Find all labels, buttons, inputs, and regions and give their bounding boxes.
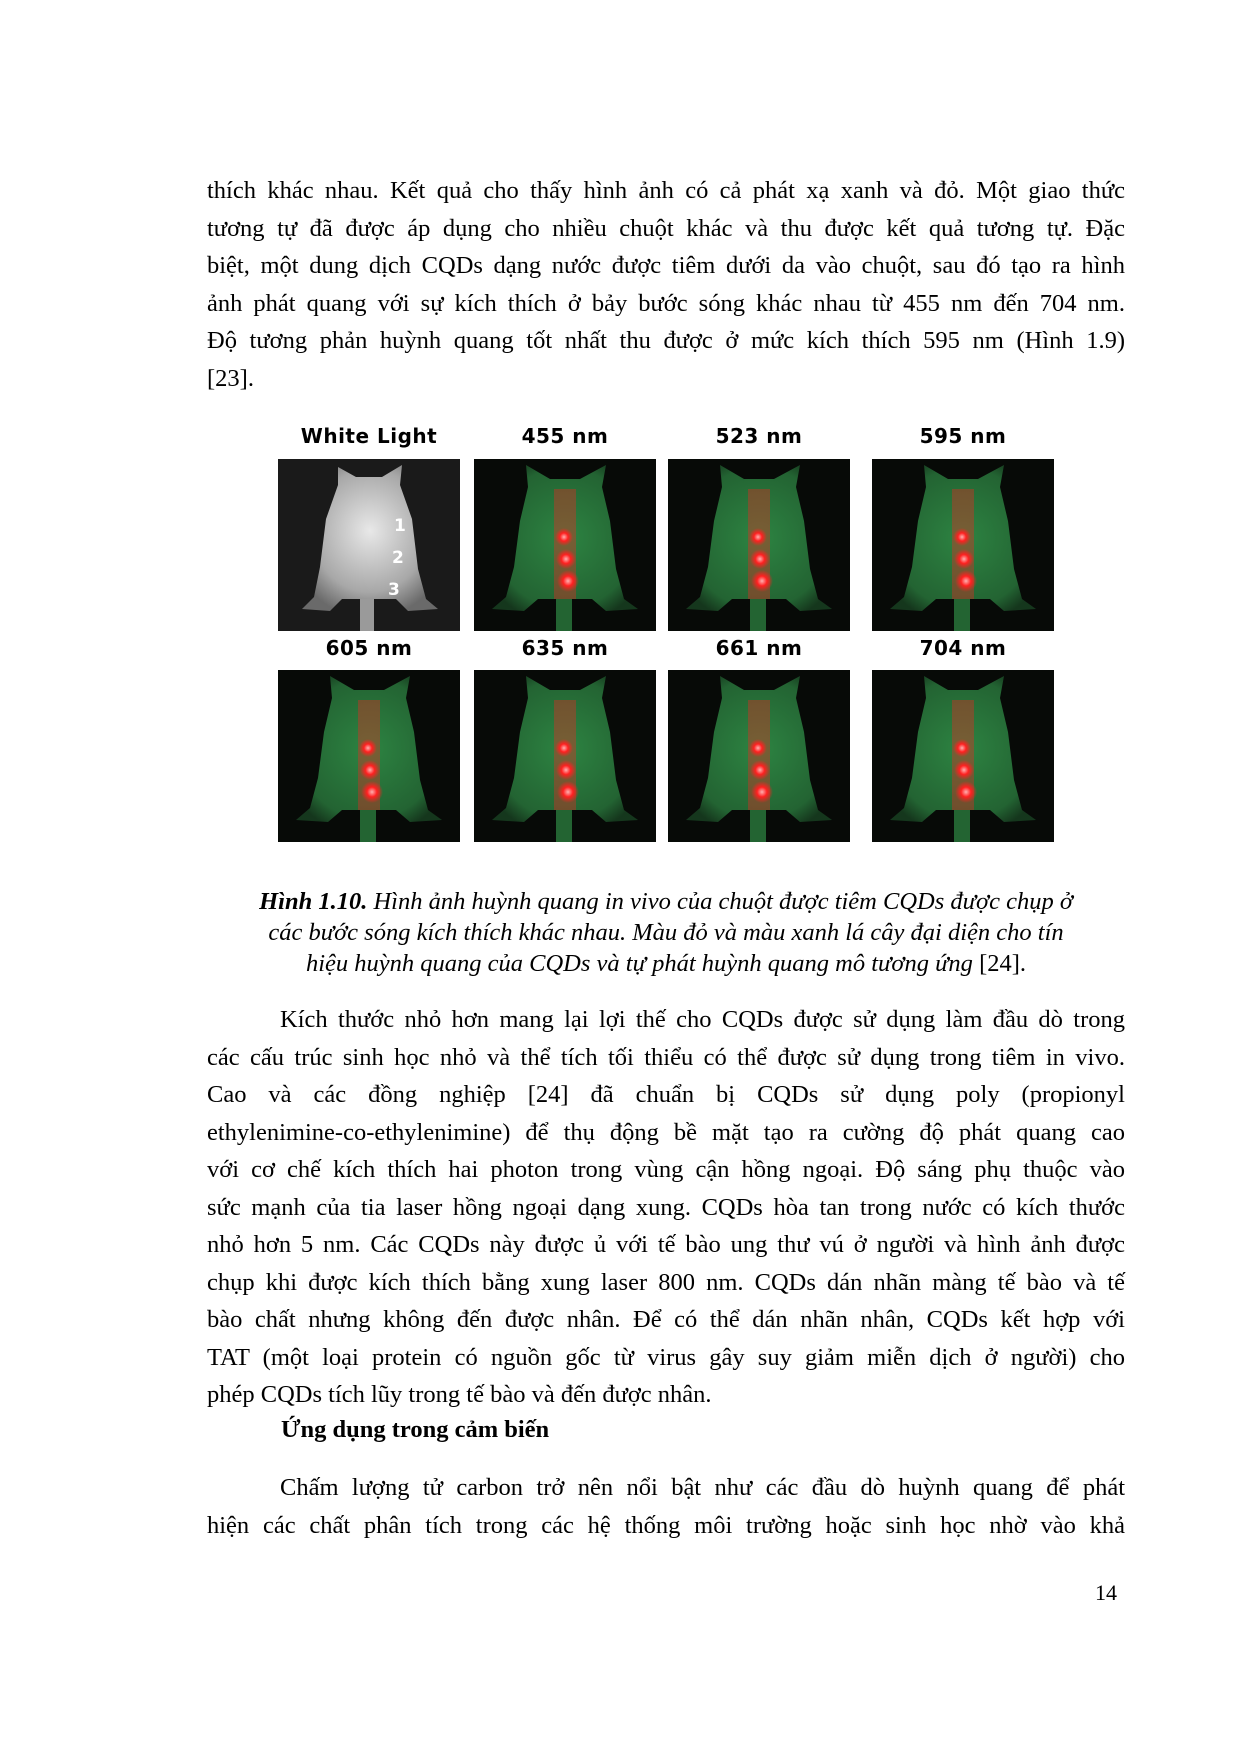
caption-line: Hình ảnh huỳnh quang in vivo của chuột được tiêm CQDs được chụp ở xyxy=(367,888,1073,915)
page-number: 14 xyxy=(1095,1580,1117,1605)
marker-1: 1 xyxy=(394,516,406,536)
paragraph-intro xyxy=(207,172,1125,397)
text-line: các cấu trúc sinh học nhỏ và thể tích tối thiểu có thể được sử dụng trong tiêm in vivo. xyxy=(207,1043,1125,1071)
panel-label-595: 595 nm xyxy=(919,424,1007,448)
caption-prefix: Hình 1.10. xyxy=(259,888,368,915)
panel-label-523: 523 nm xyxy=(715,424,803,448)
text-line: phép CQDs tích lũy trong tế bào và đến được nhân. xyxy=(207,1381,712,1408)
text-line: hiện các chất phân tích trong các hệ thống môi trường hoặc sinh học nhờ vào khả xyxy=(207,1511,1125,1539)
caption-line: các bước sóng kích thích khác nhau. Màu đỏ và màu xanh lá cây đại diện cho tín xyxy=(268,919,1064,946)
text-line: TAT (một loại protein có nguồn gốc từ virus gây suy giảm miễn dịch ở người) cho xyxy=(207,1343,1125,1371)
mouse-fluorescence-image xyxy=(872,670,1054,842)
text-line: Chấm lượng tử carbon trở nên nổi bật như các đầu dò huỳnh quang để phát xyxy=(280,1474,1125,1501)
panel-455 xyxy=(474,459,656,631)
paragraph-size-advantage xyxy=(207,1001,1125,1414)
panel-white-light xyxy=(278,459,460,631)
text-line: nhỏ hơn 5 nm. Các CQDs này được ủ với tế bào ung thư vú ở người và hình ảnh được xyxy=(207,1231,1125,1258)
panel-605 xyxy=(278,670,460,842)
panel-704 xyxy=(872,670,1054,842)
figure-fluorescence-grid xyxy=(278,424,1058,848)
panel-label-704: 704 nm xyxy=(919,636,1007,660)
panel-635 xyxy=(474,670,656,842)
mouse-fluorescence-image xyxy=(872,459,1054,631)
mouse-fluorescence-image xyxy=(278,670,460,842)
text-line: tương tự đã được áp dụng cho nhiều chuột khác và thu được kết quả tương tự. Đặc xyxy=(207,214,1125,242)
panel-label-635: 635 nm xyxy=(521,636,609,660)
panel-595 xyxy=(872,459,1054,631)
mouse-fluorescence-image xyxy=(668,459,850,631)
text-line: Cao và các đồng nghiệp [24] đã chuẩn bị CQDs sử dụng poly (propionyl xyxy=(207,1081,1125,1108)
text-line: [23]. xyxy=(207,364,254,392)
marker-3: 3 xyxy=(388,580,400,600)
panel-label-605: 605 nm xyxy=(325,636,413,660)
figure-caption xyxy=(207,886,1125,979)
mouse-fluorescence-image xyxy=(474,459,656,631)
marker-2: 2 xyxy=(392,548,404,568)
section-heading: Ứng dụng trong cảm biến xyxy=(281,1416,550,1443)
text-line: chụp khi được kích thích bằng xung laser 800 nm. CQDs dán nhãn màng tế bào và tế xyxy=(207,1268,1125,1296)
panel-label-661: 661 nm xyxy=(715,636,803,660)
text-line: Kích thước nhỏ hơn mang lại lợi thế cho CQDs được sử dụng làm đầu dò trong xyxy=(280,1006,1125,1033)
panel-523 xyxy=(668,459,850,631)
text-line: sức mạnh của tia laser hồng ngoại dạng xung. CQDs hòa tan trong nước có kích thước xyxy=(207,1193,1125,1221)
text-line: bào chất nhưng không đến được nhân. Để có thể dán nhãn nhân, CQDs kết hợp với xyxy=(207,1306,1125,1333)
mouse-white-light-image xyxy=(278,459,460,631)
mouse-fluorescence-image xyxy=(668,670,850,842)
panel-label-455: 455 nm xyxy=(521,424,609,448)
text-line: Độ tương phản huỳnh quang tốt nhất thu được ở mức kích thích 595 nm (Hình 1.9) xyxy=(207,327,1125,354)
panel-661 xyxy=(668,670,850,842)
text-line: biệt, một dung dịch CQDs dạng nước được tiêm dưới da vào chuột, sau đó tạo ra hình xyxy=(207,252,1125,279)
text-line: ảnh phát quang với sự kích thích ở bảy bước sóng khác nhau từ 455 nm đến 704 nm. xyxy=(207,289,1125,317)
panel-label-white-light: White Light xyxy=(300,424,438,448)
text-line: ethylenimine-co-ethylenimine) để thụ động bề mặt tạo ra cường độ phát quang cao xyxy=(207,1118,1125,1146)
caption-line: hiệu huỳnh quang của CQDs và tự phát huỳnh quang mô tương ứng xyxy=(305,950,973,977)
mouse-fluorescence-image xyxy=(474,670,656,842)
paragraph-sensing xyxy=(207,1469,1125,1544)
text-line: thích khác nhau. Kết quả cho thấy hình ảnh có cả phát xạ xanh và đỏ. Một giao thức xyxy=(207,177,1125,204)
caption-reference: [24]. xyxy=(972,950,1027,977)
text-line: với cơ chế kích thích hai photon trong vùng cận hồng ngoại. Độ sáng phụ thuộc vào xyxy=(207,1156,1125,1183)
